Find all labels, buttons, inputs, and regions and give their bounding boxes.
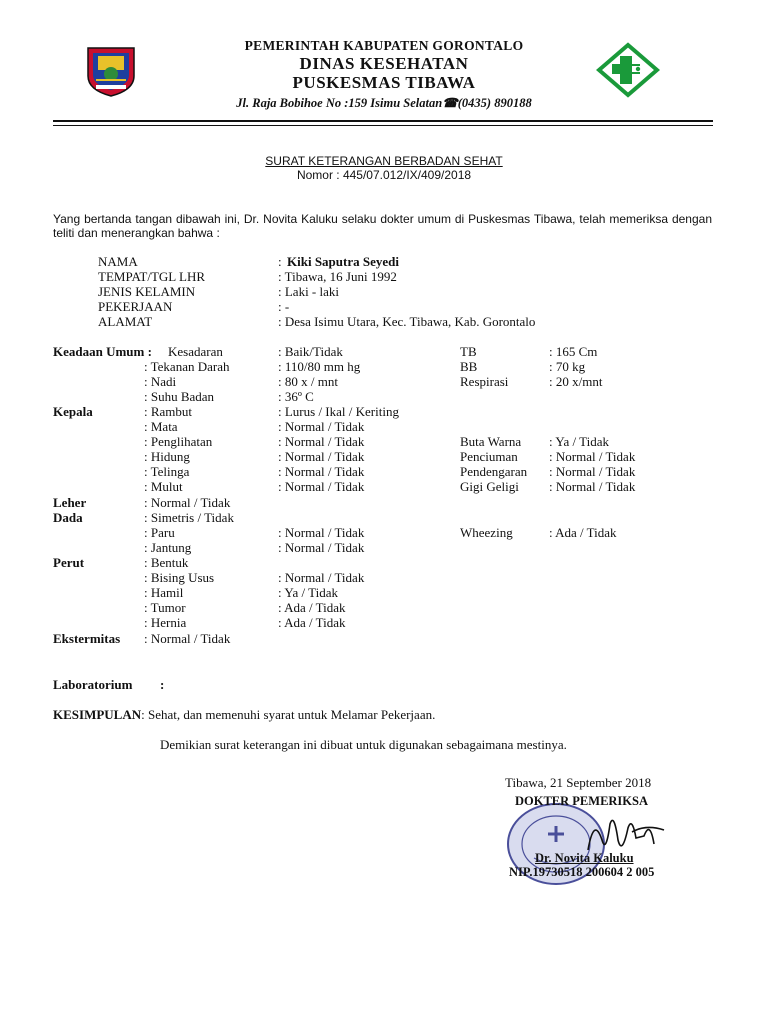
exam-value: : Ada / Tidak <box>278 615 346 630</box>
exam-right-label: Buta Warna <box>460 434 522 449</box>
identity-value: : Tibawa, 16 Juni 1992 <box>278 269 397 284</box>
identity-label: NAMA <box>98 254 138 269</box>
exam-right-label: Penciuman <box>460 449 518 464</box>
exam-section: Ekstermitas <box>53 631 121 646</box>
exam-item: : Mata <box>144 419 178 434</box>
exam-section: Kepala <box>53 404 93 419</box>
signature-nip: NIP.19730518 200604 2 005 <box>509 865 655 879</box>
conclusion-line <box>53 707 435 723</box>
exam-item: : Normal / Tidak <box>144 631 231 646</box>
exam-item: : Nadi <box>144 374 177 389</box>
exam-value: : Lurus / Ikal / Keriting <box>278 404 399 419</box>
signature-name: Dr. Novita Kaluku <box>535 851 634 865</box>
exam-value: : 80 x / mnt <box>278 374 338 389</box>
exam-right-value: : Ya / Tidak <box>549 434 609 449</box>
exam-right-label: BB <box>460 359 478 374</box>
exam-item: : Tumor <box>144 600 186 615</box>
identity-value: : Desa Isimu Utara, Kec. Tibawa, Kab. Gorontalo <box>278 314 536 329</box>
header-address: Jl. Raja Bobihoe No :159 Isimu Selatan☎(0435) 890188 <box>236 96 532 110</box>
exam-value: : 36º C <box>278 389 314 404</box>
identity-value: : - <box>278 299 290 314</box>
exam-right-label: Wheezing <box>460 525 513 540</box>
exam-item: : Tekanan Darah <box>144 359 230 374</box>
exam-value: : Ya / Tidak <box>278 585 338 600</box>
exam-item: : Hamil <box>144 585 184 600</box>
exam-item: : Paru <box>144 525 175 540</box>
header-puskesmas: PUSKESMAS TIBAWA <box>292 73 476 92</box>
exam-section: Leher <box>53 495 87 510</box>
exam-right-label: TB <box>460 344 477 359</box>
closing-statement: Demikian surat keterangan ini dibuat untuk digunakan sebagaimana mestinya. <box>160 737 567 752</box>
exam-item: : Telinga <box>144 464 190 479</box>
signature-place-date: Tibawa, 21 September 2018 <box>505 775 652 790</box>
identity-value: : <box>278 254 282 269</box>
signature-role: DOKTER PEMERIKSA <box>515 794 649 808</box>
exam-right-label: Respirasi <box>460 374 509 389</box>
exam-value: : Normal / Tidak <box>278 540 365 555</box>
exam-item: : Bising Usus <box>144 570 215 585</box>
exam-right-value: : Ada / Tidak <box>549 525 617 540</box>
header-divider-thin <box>53 125 713 126</box>
identity-value: : Laki - laki <box>278 284 340 299</box>
exam-right-label: Gigi Geligi <box>460 479 519 494</box>
exam-section: Keadaan Umum : <box>53 344 152 359</box>
header-divider-thick <box>53 120 713 122</box>
exam-item: : Jantung <box>144 540 192 555</box>
exam-item: : Mulut <box>144 479 183 494</box>
exam-value: : Normal / Tidak <box>278 570 365 585</box>
document-number: Nomor : 445/07.012/IX/409/2018 <box>296 168 472 182</box>
exam-right-value: : 70 kg <box>549 359 586 374</box>
exam-right-value: : 165 Cm <box>549 344 598 359</box>
exam-item: : Hidung <box>144 449 190 464</box>
exam-value: : Ada / Tidak <box>278 600 346 615</box>
document-title: SURAT KETERANGAN BERBADAN SEHAT <box>265 154 503 168</box>
header-government: PEMERINTAH KABUPATEN GORONTALO <box>244 38 524 53</box>
exam-item: Kesadaran <box>168 344 223 359</box>
patient-name: Kiki Saputra Seyedi <box>287 254 399 269</box>
exam-item: : Hernia <box>144 615 187 630</box>
exam-value: : Normal / Tidak <box>278 479 365 494</box>
exam-right-value: : Normal / Tidak <box>549 479 636 494</box>
exam-value: : 110/80 mm hg <box>278 359 361 374</box>
exam-item: : Normal / Tidak <box>144 495 231 510</box>
exam-value: : Baik/Tidak <box>278 344 343 359</box>
exam-right-value: : 20 x/mnt <box>549 374 603 389</box>
identity-label: TEMPAT/TGL LHR <box>98 269 206 284</box>
exam-item: : Suhu Badan <box>144 389 215 404</box>
identity-label: ALAMAT <box>98 314 153 329</box>
identity-label: PEKERJAAN <box>98 299 173 314</box>
identity-label: JENIS KELAMIN <box>98 284 196 299</box>
exam-right-label: Pendengaran <box>460 464 528 479</box>
exam-value: : Normal / Tidak <box>278 434 365 449</box>
conclusion-label: KESIMPULAN <box>53 707 142 722</box>
lab-label: Laboratorium <box>53 677 133 692</box>
exam-section: Dada <box>53 510 83 525</box>
exam-section: Perut <box>53 555 85 570</box>
exam-item: : Bentuk <box>144 555 189 570</box>
lab-colon: : <box>160 677 165 692</box>
exam-item: : Rambut <box>144 404 193 419</box>
exam-value: : Normal / Tidak <box>278 525 365 540</box>
intro-paragraph: Yang bertanda tangan dibawah ini, Dr. Novita Kaluku selaku dokter umum di Puskesmas Tibawa, telah memeriksa dengan teliti dan menerangkan bahwa : <box>53 212 712 240</box>
exam-value: : Normal / Tidak <box>278 449 365 464</box>
exam-right-value: : Normal / Tidak <box>549 464 636 479</box>
exam-right-value: : Normal / Tidak <box>549 449 636 464</box>
exam-item: : Simetris / Tidak <box>144 510 234 525</box>
exam-value: : Normal / Tidak <box>278 464 365 479</box>
exam-value: : Normal / Tidak <box>278 419 365 434</box>
conclusion-text: : Sehat, dan memenuhi syarat untuk Melamar Pekerjaan. <box>141 707 436 722</box>
exam-item: : Penglihatan <box>144 434 213 449</box>
header-department: DINAS KESEHATAN <box>299 54 469 73</box>
